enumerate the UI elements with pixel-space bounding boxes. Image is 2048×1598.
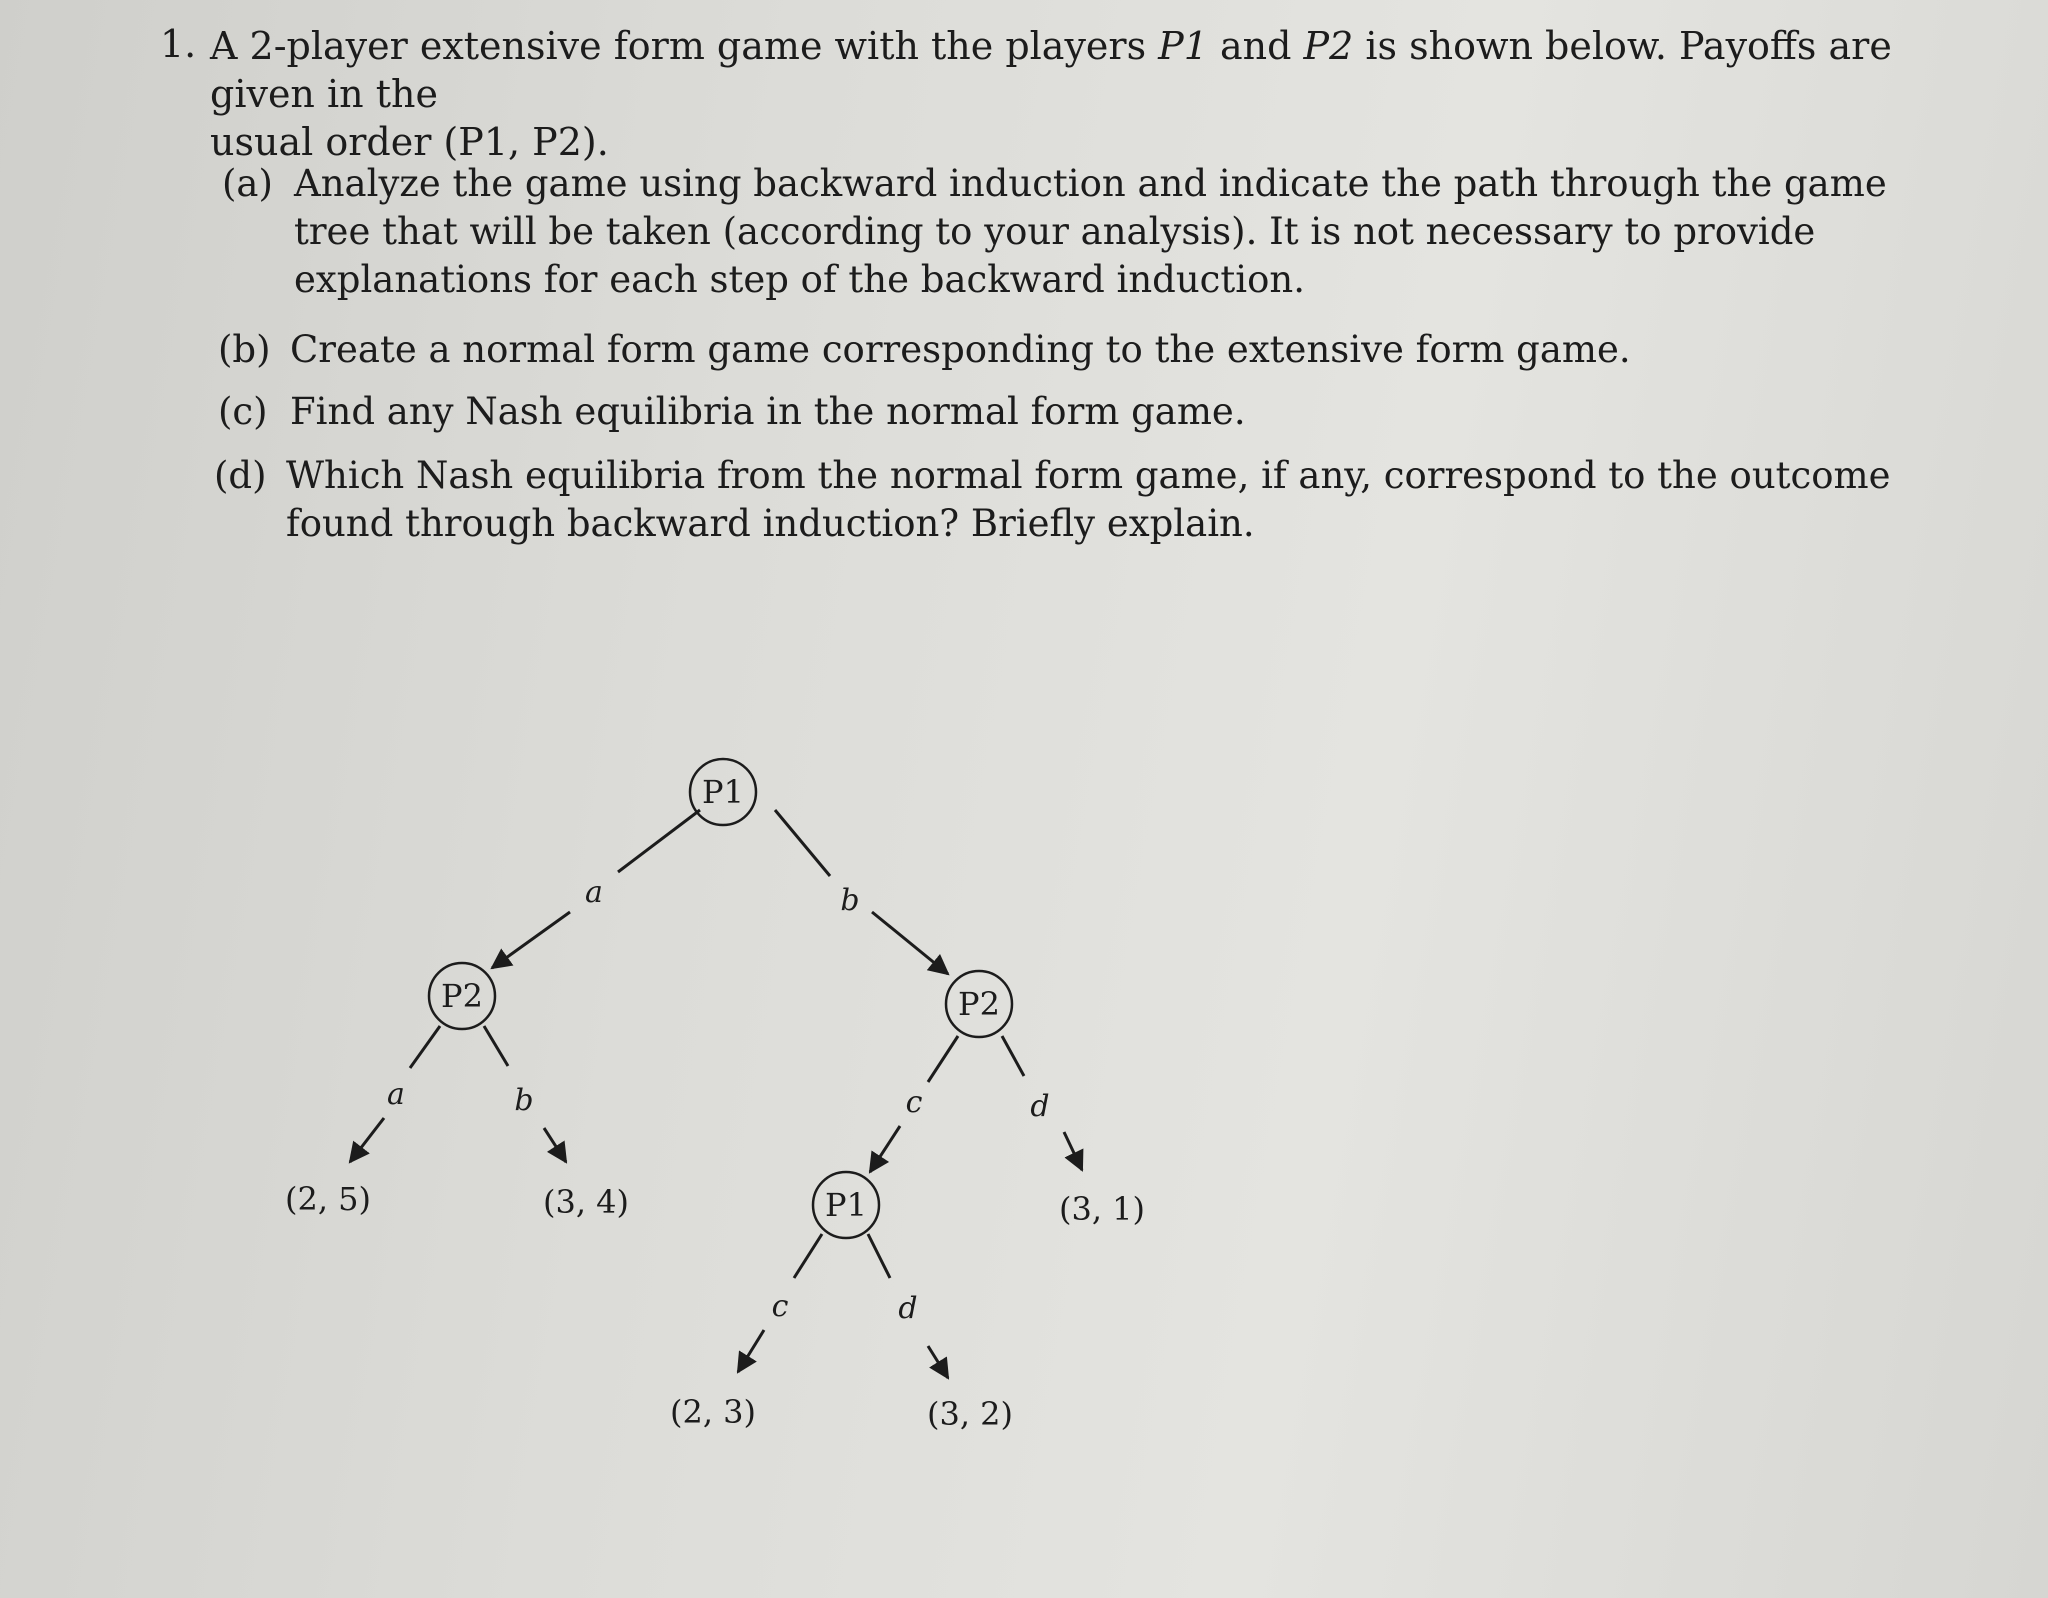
edge-root-b-upper (775, 810, 830, 876)
action-right-d: d (1030, 1089, 1050, 1124)
edge-right-c-upper (928, 1036, 958, 1082)
node-right-label: P2 (958, 985, 1000, 1023)
part-c-text: Find any Nash equilibria in the normal form game. (290, 390, 1246, 433)
edge-root-a-upper (618, 810, 700, 872)
part-b-text: Create a normal form game corresponding to the extensive form game. (290, 328, 1631, 371)
part-d-label: (d) (214, 454, 267, 497)
payoff-ab: (3, 4) (542, 1183, 630, 1221)
action-root-a: a (585, 875, 603, 910)
part-c-label: (c) (218, 390, 268, 433)
intro-text-end: is shown below. Payoffs are given in the (210, 24, 1892, 116)
part-a-text: Analyze the game using backward induction and indicate the path through the game tree that will be taken (according to your analysis). It is not necessary to provide explanations for each step of the backward induction. (294, 162, 1887, 301)
part-d-text: Which Nash equilibria from the normal form game, if any, correspond to the outcome found through backward induction? Briefly explain. (286, 454, 1891, 545)
edge-rc-c-upper (794, 1234, 822, 1278)
intro-text-and: and (1207, 24, 1304, 68)
node-left-label: P2 (441, 977, 483, 1015)
problem-number: 1. (160, 22, 197, 66)
node-root-label: P1 (702, 773, 744, 811)
edge-root-a-arrow (492, 912, 570, 968)
edge-root-b-arrow (872, 912, 948, 974)
intro-text-start: A 2-player extensive form game with the players (210, 24, 1159, 68)
payoff-bcd: (3, 2) (926, 1395, 1014, 1433)
action-left-b: b (514, 1083, 534, 1118)
edge-left-a-upper (410, 1026, 440, 1068)
action-right-c: c (905, 1085, 923, 1120)
action-rc-d: d (898, 1291, 918, 1326)
action-root-b: b (840, 883, 860, 918)
intro-player2: P2 (1303, 24, 1354, 68)
edge-right-d-upper (1002, 1036, 1024, 1076)
action-rc-c: c (771, 1289, 789, 1324)
intro-player1: P1 (1158, 24, 1208, 68)
part-b-label: (b) (218, 328, 271, 371)
edge-left-b-arrow (544, 1128, 566, 1162)
node-rc-label: P1 (825, 1186, 867, 1224)
edge-right-c-arrow (870, 1126, 900, 1172)
payoff-aa: (2, 5) (284, 1180, 372, 1218)
edge-rc-d-arrow (928, 1346, 948, 1378)
action-left-a: a (387, 1077, 405, 1112)
edge-left-a-arrow (350, 1118, 384, 1162)
intro-line-2: usual order (P1, P2). (210, 120, 609, 164)
edge-rc-d-upper (868, 1234, 890, 1278)
edge-rc-c-arrow (738, 1330, 764, 1372)
part-a-label: (a) (222, 162, 273, 205)
payoff-bd: (3, 1) (1058, 1190, 1146, 1228)
payoff-bcc: (2, 3) (669, 1393, 757, 1431)
edge-right-d-arrow (1064, 1132, 1082, 1170)
edge-left-b-upper (484, 1026, 508, 1066)
